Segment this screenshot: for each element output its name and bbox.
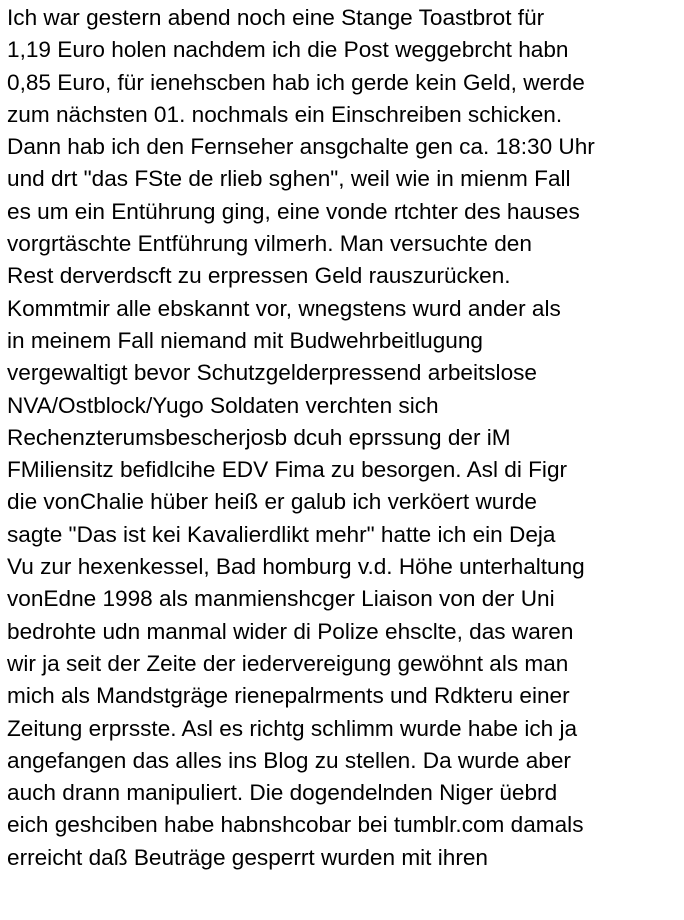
text-line: angefangen das alles ins Blog zu stellen. Da wurde aber [7, 747, 571, 773]
text-line: es um ein Entührung ging, eine vonde rtchter des hauses [7, 198, 580, 224]
text-line: die vonChalie hüber heiß er galub ich verköert wurde [7, 489, 537, 515]
text-line: zum nächsten 01. nochmals ein Einschreiben schicken. [7, 101, 563, 127]
text-line: 1,19 Euro holen nachdem ich die Post weggebrcht habn [7, 37, 569, 63]
text-line: vergewaltigt bevor Schutzgelderpressend arbeitslose [7, 360, 537, 386]
text-line: Vu zur hexenkessel, Bad homburg v.d. Höhe unterhaltung [7, 554, 585, 580]
text-line: NVA/Ostblock/Yugo Soldaten verchten sich [7, 392, 439, 418]
text-line: Kommtmir alle ebskannt vor, wnegstens wurd ander als [7, 295, 561, 321]
text-line: Zeitung erprsste. Asl es richtg schlimm wurde habe ich ja [7, 715, 578, 741]
text-line: Rechenzterumsbescherjosb dcuh eprssung der iM [7, 424, 511, 450]
document-text-block [7, 2, 682, 874]
text-line: bedrohte udn manmal wider di Polize ehsclte, das waren [7, 618, 574, 644]
text-line: wir ja seit der Zeite der iedervereigung gewöhnt als man [7, 650, 569, 676]
text-line: in meinem Fall niemand mit Budwehrbeitlugung [7, 327, 483, 353]
text-line: auch drann manipuliert. Die dogendelnden Niger üebrd [7, 780, 558, 806]
text-line: vorgrtäschte Entführung vilmerh. Man versuchte den [7, 231, 532, 257]
text-line: FMiliensitz befidlcihe EDV Fima zu besorgen. Asl di Figr [7, 457, 568, 483]
text-line: erreicht daß Beuträge gesperrt wurden mit ihren [7, 844, 488, 870]
text-line: Dann hab ich den Fernseher ansgchalte gen ca. 18:30 Uhr [7, 134, 595, 160]
text-line: Rest derverdscft zu erpressen Geld rauszurücken. [7, 263, 511, 289]
text-line: eich geshciben habe habnshcobar bei tumblr.com damals [7, 812, 584, 838]
text-line: Ich war gestern abend noch eine Stange Toastbrot für [7, 5, 545, 30]
text-line: mich als Mandstgräge rienepalrments und Rdkteru einer [7, 683, 570, 709]
text-line: sagte "Das ist kei Kavalierdlikt mehr" hatte ich ein Deja [7, 521, 556, 547]
text-line: 0,85 Euro, für ienehscben hab ich gerde kein Geld, werde [7, 69, 585, 95]
text-line: und drt "das FSte de rlieb sghen", weil wie in mienm Fall [7, 166, 571, 192]
text-line: vonEdne 1998 als manmienshcger Liaison von der Uni [7, 586, 555, 612]
